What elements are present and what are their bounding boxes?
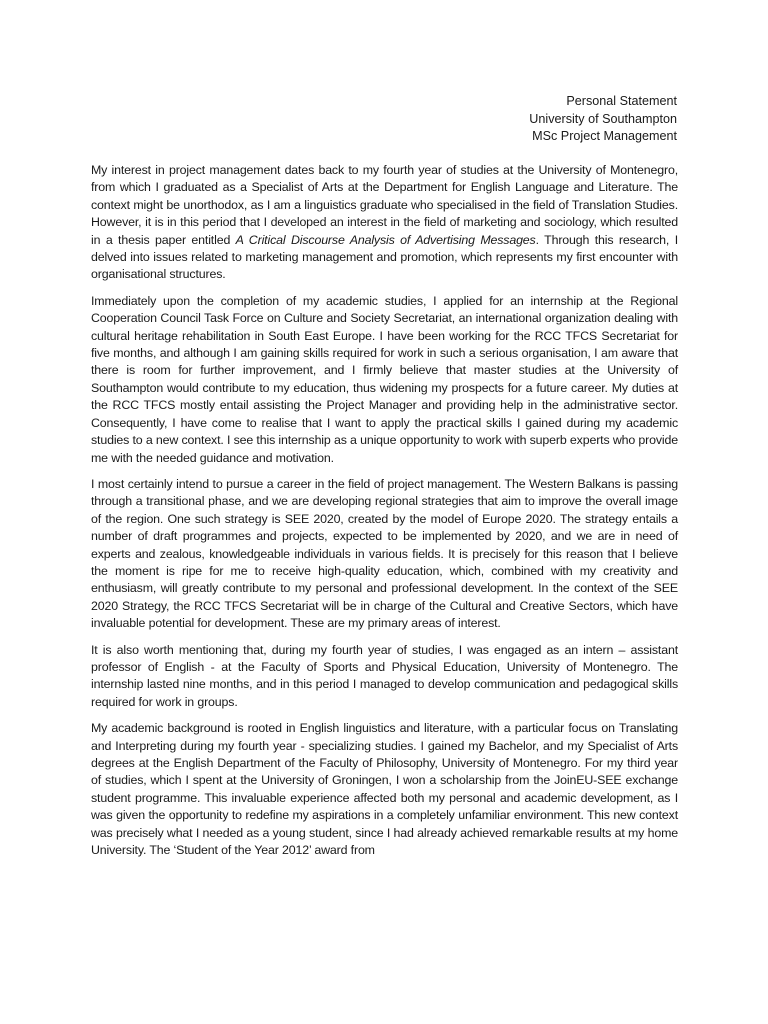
paragraph-1-text-b: . Through this research, I delved into issues related to marketing management and promotion, which represents my first encounter with organisational structures. [91, 232, 678, 282]
header-title: Personal Statement [566, 94, 677, 108]
paragraph-5: My academic background is rooted in English linguistics and literature, with a particular focus on Translating and Interpreting during my fourth year - specializing studies. I gained my Bachelor, and my Specialist of Arts degrees at the English Department of the Faculty of Philosophy, University of Montenegro. For my third year of studies, which I spent at the University of Groningen, I won a scholarship from the JoinEU-SEE exchange student programme. This invaluable experience affected both my personal and academic development, as I was given the opportunity to redefine my aspirations in a completely unfamiliar environment. This new context was precisely what I needed as a young student, since I had already achieved remarkable results at my home University. The ‘Student of the Year 2012’ award from [91, 721, 678, 858]
thesis-title: A Critical Discourse Analysis of Advertising Messages [235, 232, 536, 247]
header-university: University of Southampton [529, 111, 677, 126]
statement-body [91, 162, 678, 868]
document-header [529, 93, 677, 146]
paragraph-1-text-a: My interest in project management dates back to my fourth year of studies at the University of Montenegro, from which I graduated as a Specialist of Arts at the Department for English Language and Literature. The context might be unorthodox, as I am a linguistics graduate who specialised in the field of Translation Studies. However, it is in this period that I developed an interest in the field of marketing and sociology, which resulted in a thesis paper entitled [91, 163, 678, 247]
paragraph-4: It is also worth mentioning that, during my fourth year of studies, I was engaged as an intern – assistant professor of English - at the Faculty of Sports and Physical Education, University of Montenegro. The internship lasted nine months, and in this period I managed to develop communication and pedagogical skills required for work in groups. [91, 642, 678, 709]
paragraph-1 [91, 162, 678, 284]
paragraph-2: Immediately upon the completion of my academic studies, I applied for an internship at the Regional Cooperation Council Task Force on Culture and Society Secretariat, an international organization dealing with cultural heritage rehabilitation in South East Europe. I have been working for the RCC TFCS Secretariat for five months, and although I am gaining skills required for work in such a serious organisation, I am aware that there is room for further improvement, and I firmly believe that master studies at the University of Southampton would contribute to my education, thus widening my prospects for a future career. My duties at the RCC TFCS mostly entail assisting the Project Manager and providing help in the administrative sector. Consequently, I have come to realise that I want to apply the practical skills I gained during my academic studies to a new context. I see this internship as a unique opportunity to work with superb experts who provide me with the needed guidance and motivation. [91, 293, 678, 465]
paragraph-3: I most certainly intend to pursue a career in the field of project management. The Western Balkans is passing through a transitional phase, and we are developing regional strategies that aim to improve the overall image of the region. One such strategy is SEE 2020, created by the model of Europe 2020. The strategy entails a number of draft programmes and projects, expected to be implemented by 2020, and we are in need of experts and zealous, knowledgeable individuals in various fields. It is precisely for this reason that I believe the moment is ripe for me to receive high-quality education, which, combined with my creativity and enthusiasm, will greatly contribute to my personal and professional development. In the context of the SEE 2020 Strategy, the RCC TFCS Secretariat will be in charge of the Cultural and Creative Sectors, which have invaluable potential for development. These are my primary areas of interest. [91, 476, 678, 631]
header-programme: MSc Project Management [532, 129, 677, 143]
